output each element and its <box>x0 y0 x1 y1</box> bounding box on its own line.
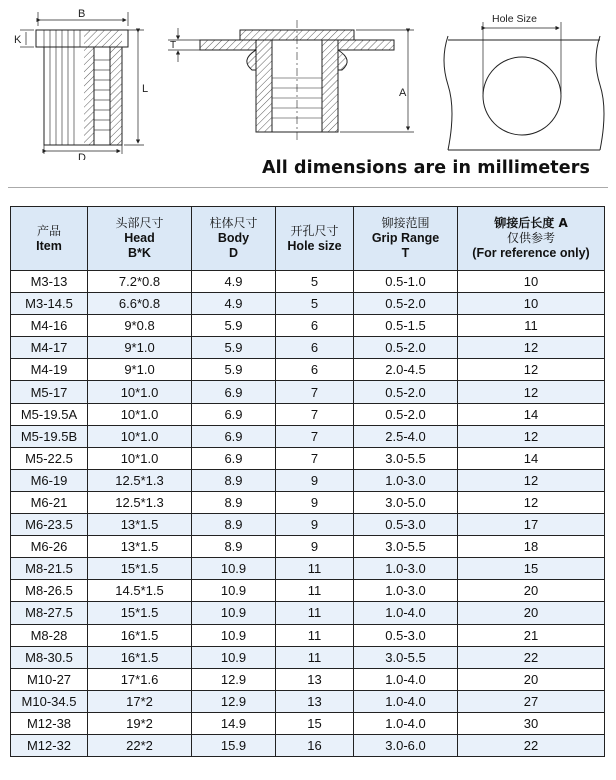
hole-size-figure <box>444 22 604 150</box>
cell-hole-size: 7 <box>276 403 354 425</box>
cell-hole-size: 9 <box>276 514 354 536</box>
cell-head: 10*1.0 <box>88 403 192 425</box>
table-row <box>11 734 605 756</box>
cell-length-a: 12 <box>458 381 605 403</box>
cell-hole-size: 6 <box>276 359 354 381</box>
cell-hole-size: 9 <box>276 536 354 558</box>
cell-head: 13*1.5 <box>88 536 192 558</box>
cell-length-a: 22 <box>458 646 605 668</box>
cell-length-a: 12 <box>458 425 605 447</box>
cell-head: 17*1.6 <box>88 668 192 690</box>
cell-length-a: 20 <box>458 602 605 624</box>
table-row <box>11 514 605 536</box>
cell-grip-range: 0.5-3.0 <box>354 514 458 536</box>
cell-hole-size: 7 <box>276 447 354 469</box>
cell-length-a: 30 <box>458 712 605 734</box>
cell-body: 10.9 <box>192 558 276 580</box>
cell-length-a: 18 <box>458 536 605 558</box>
cell-item: M10-27 <box>11 668 88 690</box>
cell-grip-range: 3.0-5.5 <box>354 447 458 469</box>
cell-head: 16*1.5 <box>88 646 192 668</box>
table-row <box>11 447 605 469</box>
cell-grip-range: 0.5-2.0 <box>354 381 458 403</box>
cell-length-a: 11 <box>458 315 605 337</box>
cell-item: M8-30.5 <box>11 646 88 668</box>
cell-item: M6-21 <box>11 491 88 513</box>
cell-body: 10.9 <box>192 580 276 602</box>
cell-hole-size: 11 <box>276 624 354 646</box>
cell-hole-size: 15 <box>276 712 354 734</box>
units-note: All dimensions are in millimeters <box>262 158 590 178</box>
cell-head: 7.2*0.8 <box>88 271 192 293</box>
cell-item: M8-28 <box>11 624 88 646</box>
cell-body: 12.9 <box>192 668 276 690</box>
cell-hole-size: 11 <box>276 602 354 624</box>
label-hole-size: Hole Size <box>492 13 537 25</box>
cell-length-a: 10 <box>458 293 605 315</box>
cell-hole-size: 5 <box>276 271 354 293</box>
cell-body: 6.9 <box>192 447 276 469</box>
col-item-header: 产品 Item <box>11 207 88 271</box>
label-d: D <box>78 152 86 160</box>
cell-hole-size: 11 <box>276 580 354 602</box>
cell-length-a: 15 <box>458 558 605 580</box>
cell-grip-range: 3.0-6.0 <box>354 734 458 756</box>
cell-length-a: 12 <box>458 491 605 513</box>
cell-item: M6-26 <box>11 536 88 558</box>
cell-hole-size: 7 <box>276 381 354 403</box>
cell-grip-range: 1.0-3.0 <box>354 580 458 602</box>
table-row <box>11 602 605 624</box>
cell-grip-range: 1.0-4.0 <box>354 668 458 690</box>
cell-grip-range: 0.5-2.0 <box>354 293 458 315</box>
label-a: A <box>399 87 407 99</box>
cell-body: 6.9 <box>192 425 276 447</box>
table-row <box>11 359 605 381</box>
cell-hole-size: 16 <box>276 734 354 756</box>
cell-item: M8-27.5 <box>11 602 88 624</box>
cell-length-a: 14 <box>458 403 605 425</box>
col-body-header: 柱体尺寸 Body D <box>192 207 276 271</box>
cell-length-a: 22 <box>458 734 605 756</box>
rivet-nut-side-view <box>20 12 144 154</box>
table-row <box>11 425 605 447</box>
table-row <box>11 646 605 668</box>
cell-hole-size: 9 <box>276 491 354 513</box>
cell-grip-range: 3.0-5.5 <box>354 536 458 558</box>
cell-grip-range: 0.5-1.5 <box>354 315 458 337</box>
cell-item: M4-16 <box>11 315 88 337</box>
cell-body: 6.9 <box>192 381 276 403</box>
table-row <box>11 293 605 315</box>
table-row <box>11 668 605 690</box>
table-row <box>11 469 605 491</box>
col-grip-range-header: 铆接范围 Grip Range T <box>354 207 458 271</box>
cell-body: 12.9 <box>192 690 276 712</box>
col-hole-size-header: 开孔尺寸 Hole size <box>276 207 354 271</box>
cell-grip-range: 3.0-5.0 <box>354 491 458 513</box>
table-header <box>11 207 605 271</box>
table-row <box>11 491 605 513</box>
table-row <box>11 624 605 646</box>
cell-hole-size: 5 <box>276 293 354 315</box>
cell-head: 17*2 <box>88 690 192 712</box>
cell-head: 9*0.8 <box>88 315 192 337</box>
cell-head: 15*1.5 <box>88 558 192 580</box>
cell-length-a: 17 <box>458 514 605 536</box>
table-row <box>11 381 605 403</box>
cell-item: M6-23.5 <box>11 514 88 536</box>
cell-hole-size: 11 <box>276 558 354 580</box>
cell-head: 10*1.0 <box>88 425 192 447</box>
cell-body: 6.9 <box>192 403 276 425</box>
table-row <box>11 315 605 337</box>
cell-body: 15.9 <box>192 734 276 756</box>
cell-item: M3-14.5 <box>11 293 88 315</box>
label-t: T <box>170 40 177 51</box>
cell-item: M10-34.5 <box>11 690 88 712</box>
table-row <box>11 403 605 425</box>
label-b: B <box>78 8 86 20</box>
cell-grip-range: 1.0-3.0 <box>354 469 458 491</box>
cell-length-a: 27 <box>458 690 605 712</box>
cell-item: M8-21.5 <box>11 558 88 580</box>
divider <box>8 187 608 188</box>
cell-item: M4-17 <box>11 337 88 359</box>
cell-item: M5-19.5B <box>11 425 88 447</box>
cell-length-a: 14 <box>458 447 605 469</box>
cell-length-a: 12 <box>458 337 605 359</box>
spec-table <box>10 206 605 757</box>
table-row <box>11 558 605 580</box>
cell-head: 19*2 <box>88 712 192 734</box>
cell-length-a: 10 <box>458 271 605 293</box>
cell-head: 12.5*1.3 <box>88 491 192 513</box>
cell-hole-size: 6 <box>276 337 354 359</box>
cell-head: 9*1.0 <box>88 359 192 381</box>
cell-head: 22*2 <box>88 734 192 756</box>
cell-length-a: 12 <box>458 359 605 381</box>
cell-item: M8-26.5 <box>11 580 88 602</box>
cell-body: 8.9 <box>192 469 276 491</box>
cell-head: 6.6*0.8 <box>88 293 192 315</box>
cell-hole-size: 7 <box>276 425 354 447</box>
cell-hole-size: 11 <box>276 646 354 668</box>
cell-grip-range: 1.0-4.0 <box>354 690 458 712</box>
cell-grip-range: 1.0-3.0 <box>354 558 458 580</box>
cell-grip-range: 0.5-2.0 <box>354 337 458 359</box>
cell-item: M5-19.5A <box>11 403 88 425</box>
cell-body: 8.9 <box>192 514 276 536</box>
cell-grip-range: 0.5-1.0 <box>354 271 458 293</box>
cell-body: 10.9 <box>192 624 276 646</box>
cell-item: M6-19 <box>11 469 88 491</box>
cell-item: M3-13 <box>11 271 88 293</box>
cell-hole-size: 9 <box>276 469 354 491</box>
cell-body: 8.9 <box>192 491 276 513</box>
cell-body: 10.9 <box>192 602 276 624</box>
cell-hole-size: 13 <box>276 690 354 712</box>
cell-item: M12-32 <box>11 734 88 756</box>
table-row <box>11 690 605 712</box>
cell-item: M4-19 <box>11 359 88 381</box>
cell-head: 15*1.5 <box>88 602 192 624</box>
cell-grip-range: 0.5-3.0 <box>354 624 458 646</box>
cell-head: 14.5*1.5 <box>88 580 192 602</box>
cell-body: 5.9 <box>192 359 276 381</box>
cell-head: 13*1.5 <box>88 514 192 536</box>
cell-head: 12.5*1.3 <box>88 469 192 491</box>
cell-hole-size: 6 <box>276 315 354 337</box>
cell-head: 16*1.5 <box>88 624 192 646</box>
cell-body: 10.9 <box>192 646 276 668</box>
cell-item: M5-17 <box>11 381 88 403</box>
cell-hole-size: 13 <box>276 668 354 690</box>
cell-head: 10*1.0 <box>88 381 192 403</box>
header-row <box>11 207 605 271</box>
col-head-header: 头部尺寸 Head B*K <box>88 207 192 271</box>
cell-grip-range: 2.5-4.0 <box>354 425 458 447</box>
cell-grip-range: 2.0-4.5 <box>354 359 458 381</box>
cell-grip-range: 1.0-4.0 <box>354 602 458 624</box>
cell-grip-range: 1.0-4.0 <box>354 712 458 734</box>
table-row <box>11 536 605 558</box>
cell-body: 4.9 <box>192 293 276 315</box>
cell-length-a: 20 <box>458 668 605 690</box>
cell-item: M12-38 <box>11 712 88 734</box>
table-row <box>11 580 605 602</box>
cell-body: 8.9 <box>192 536 276 558</box>
cell-body: 5.9 <box>192 337 276 359</box>
cell-head: 10*1.0 <box>88 447 192 469</box>
installed-cross-section <box>168 20 414 142</box>
cell-length-a: 20 <box>458 580 605 602</box>
table-row <box>11 712 605 734</box>
cell-head: 9*1.0 <box>88 337 192 359</box>
cell-length-a: 12 <box>458 469 605 491</box>
cell-length-a: 21 <box>458 624 605 646</box>
cell-body: 5.9 <box>192 315 276 337</box>
technical-drawings <box>0 0 616 160</box>
cell-grip-range: 0.5-2.0 <box>354 403 458 425</box>
label-l: L <box>142 83 149 95</box>
col-length-a-header: 铆接后长度 A 仅供参考 (For reference only) <box>458 207 605 271</box>
cell-grip-range: 3.0-5.5 <box>354 646 458 668</box>
cell-body: 14.9 <box>192 712 276 734</box>
table-row <box>11 337 605 359</box>
table-body <box>11 271 605 757</box>
table-row <box>11 271 605 293</box>
label-k: K <box>14 34 22 46</box>
cell-item: M5-22.5 <box>11 447 88 469</box>
cell-body: 4.9 <box>192 271 276 293</box>
